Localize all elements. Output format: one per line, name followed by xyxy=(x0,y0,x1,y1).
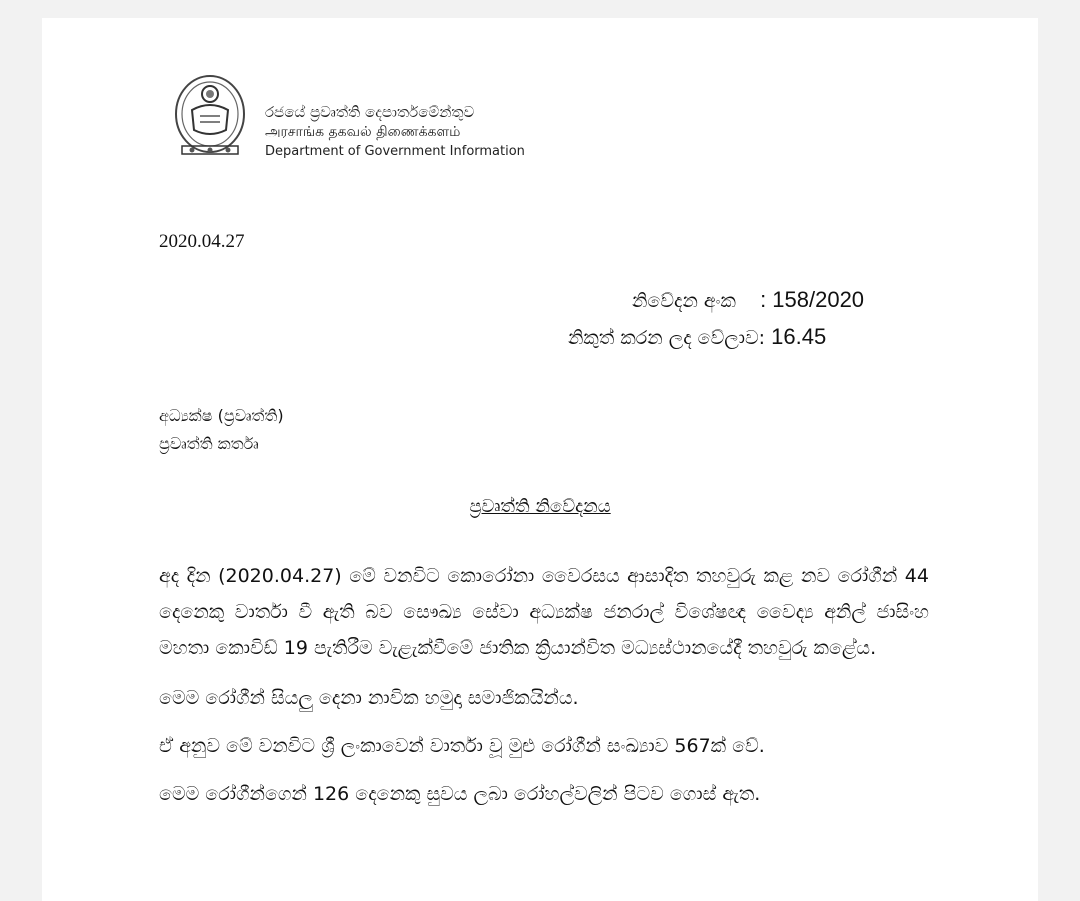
release-reference xyxy=(568,282,865,356)
recipient-line: අධ්‍යක්ෂ (ප්‍රවෘත්ති) xyxy=(159,406,284,425)
sri-lanka-emblem-icon xyxy=(172,72,248,162)
release-time-value: 16.45 xyxy=(771,324,827,349)
dept-name-sinhala: රජයේ ප්‍රවෘත්ති දෙපාර්තමේන්තුව xyxy=(265,103,475,121)
dept-name-english: Department of Government Information xyxy=(265,144,525,159)
letterhead xyxy=(172,70,552,170)
body-paragraph: මෙම රෝගීන් සියලු දෙනා නාවික හමුදා සමාජිකයින්ය. xyxy=(159,687,579,709)
department-name xyxy=(265,102,565,162)
press-release-body xyxy=(159,558,929,824)
release-time-label: නිකුත් කරන ලද වේලාව: xyxy=(568,327,766,349)
dept-name-tamil: அரசாங்க தகவல் திணைக்களம் xyxy=(265,124,461,140)
document-title: ප්‍රවෘත්ති නිවේදනය xyxy=(469,496,611,517)
release-number-label: නිවේදන අංක xyxy=(632,290,736,312)
body-paragraph: ඒ අනුව මේ වනවිට ශ්‍රී ලංකාවෙන් වාර්තා වූ මුළු රෝගීන් සංඛ්‍යාව 567ක් වේ. xyxy=(159,735,765,757)
release-number-row xyxy=(632,282,864,319)
body-paragraph: මෙම රෝගීන්ගෙන් 126 දෙනෙකු සුවය ලබා රෝහල්වලින් පිටව ගොස් ඇත. xyxy=(159,783,761,805)
release-date: 2020.04.27 xyxy=(159,231,245,252)
release-time-row xyxy=(568,319,864,356)
recipients xyxy=(159,402,284,458)
body-paragraph: අද දින (2020.04.27) මේ වනවිට කොරෝනා වෛරසය ආසාදිත තහවුරු කළ නව රෝගීන් 44 දෙනෙකු වාර්තා වී ඇති බව සෞඛ්‍ය සේවා අධ්‍යක්ෂ ජනරාල් විශේෂඥ වෛද්‍ය අනිල් ජාසිංහ මහතා කොවිඩ් 19 පැතිරීම වැළැක්වීමේ ජාතික ක්‍රියාන්විත මධ්‍යස්ථානයේදී තහවුරු කළේය. xyxy=(159,565,929,659)
recipient-line: ප්‍රවෘත්ති කර්තෘ xyxy=(159,434,259,453)
release-number-value: : 158/2020 xyxy=(760,287,865,312)
document-page xyxy=(42,18,1038,901)
